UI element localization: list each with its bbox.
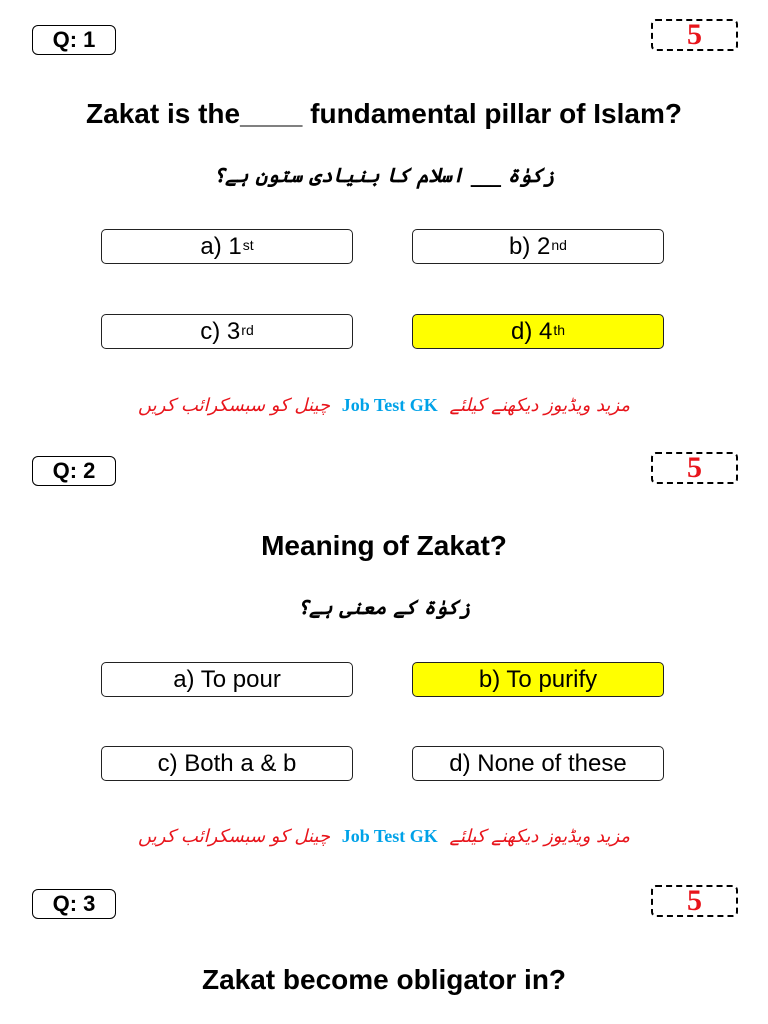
- promo-text-before: مزید ویڈیوز دیکھنے کیلئے: [449, 395, 631, 416]
- option-superscript: st: [242, 236, 254, 253]
- option-label: b) To purify: [478, 665, 598, 693]
- promo-line-1: [0, 395, 768, 416]
- question-2-score: 5: [651, 452, 738, 484]
- question-1-option-b[interactable]: [412, 229, 664, 264]
- question-2-option-d[interactable]: [412, 746, 664, 781]
- channel-name: Job Test GK: [341, 395, 438, 415]
- promo-text-before: مزید ویڈیوز دیکھنے کیلئے: [449, 826, 631, 847]
- promo-text-after: چینل کو سبسکرائب کریں: [137, 395, 330, 416]
- question-2-option-b-correct[interactable]: [412, 662, 664, 697]
- option-label: b) 2: [509, 232, 551, 260]
- option-superscript: nd: [551, 236, 567, 253]
- question-3-text: Zakat become obligator in?: [201, 964, 567, 995]
- promo-text-after: چینل کو سبسکرائب کریں: [137, 826, 330, 847]
- option-label: c) 3: [200, 317, 241, 345]
- option-superscript: rd: [241, 321, 254, 338]
- option-label: d) None of these: [449, 749, 627, 777]
- option-superscript: th: [553, 321, 566, 338]
- question-2-option-a[interactable]: [101, 662, 353, 697]
- question-1-text: Zakat is the____ fundamental pillar of Islam?: [86, 98, 682, 129]
- question-2-urdu-text: زکوٰۃ کے معنی ہے؟: [297, 595, 471, 619]
- question-3-score: 5: [651, 885, 738, 917]
- channel-name: Job Test GK: [341, 826, 438, 846]
- question-1-option-c[interactable]: [101, 314, 353, 349]
- question-1-option-a[interactable]: [101, 229, 353, 264]
- question-2-text: Meaning of Zakat?: [261, 530, 507, 561]
- question-1-urdu-text: زکوٰۃ ___ اسلام کا بنیادی ستون ہے؟: [213, 163, 555, 187]
- option-label: a) 1: [200, 232, 242, 260]
- option-label: a) To pour: [173, 665, 281, 693]
- question-1-badge: Q: 1: [32, 25, 116, 55]
- question-1-score: 5: [651, 19, 738, 51]
- question-3-badge: Q: 3: [32, 889, 116, 919]
- option-label: d) 4: [510, 317, 553, 345]
- promo-line-2: [0, 826, 768, 847]
- option-label: c) Both a & b: [157, 749, 297, 777]
- question-2-option-c[interactable]: [101, 746, 353, 781]
- question-2-badge: Q: 2: [32, 456, 116, 486]
- question-1-option-d-correct[interactable]: [412, 314, 664, 349]
